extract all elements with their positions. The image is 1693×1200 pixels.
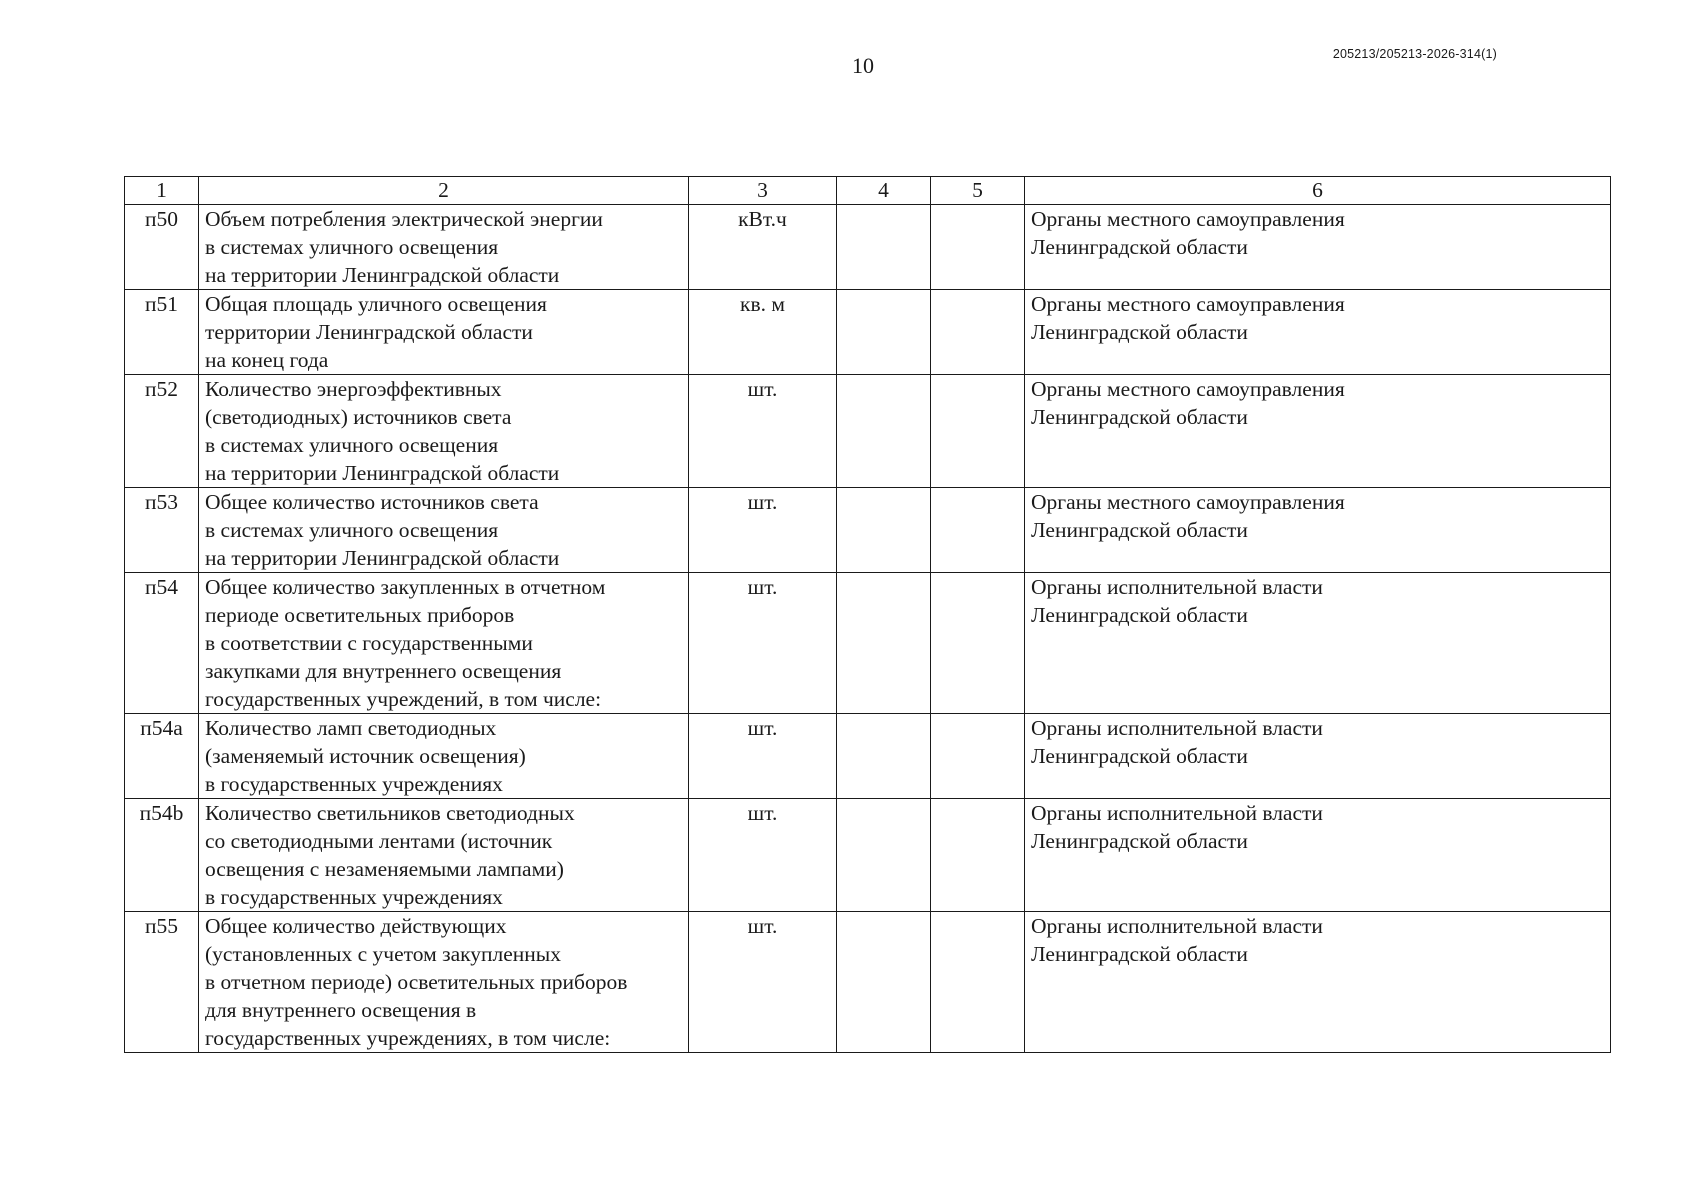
table-row (125, 799, 1611, 912)
data-source: Органы местного самоуправления Ленинградской области (1025, 290, 1611, 375)
indicator-code: п54 (125, 573, 199, 714)
column-4-cell (837, 799, 931, 912)
indicator-name: Общая площадь уличного освещения территории Ленинградской области на конец года (199, 290, 689, 375)
data-source: Органы местного самоуправления Ленинградской области (1025, 375, 1611, 488)
table-row (125, 290, 1611, 375)
column-5-cell (931, 205, 1025, 290)
column-number: 5 (931, 177, 1025, 205)
table-row (125, 912, 1611, 1053)
indicator-code: п50 (125, 205, 199, 290)
unit-of-measure: шт. (689, 799, 837, 912)
data-source: Органы исполнительной власти Ленинградской области (1025, 714, 1611, 799)
column-number: 6 (1025, 177, 1611, 205)
indicator-name: Количество ламп светодиодных (заменяемый источник освещения) в государственных учреждениях (199, 714, 689, 799)
table-row (125, 205, 1611, 290)
unit-of-measure: кВт.ч (689, 205, 837, 290)
column-number: 4 (837, 177, 931, 205)
column-4-cell (837, 573, 931, 714)
column-5-cell (931, 290, 1025, 375)
column-5-cell (931, 573, 1025, 714)
column-5-cell (931, 488, 1025, 573)
indicator-name: Общее количество источников света в системах уличного освещения на территории Ленинградской области (199, 488, 689, 573)
indicator-name: Общее количество действующих (установленных с учетом закупленных в отчетном периоде) осветительных приборов для внутреннего освещения в государственных учреждениях, в том числе: (199, 912, 689, 1053)
column-5-cell (931, 375, 1025, 488)
indicator-name: Количество энергоэффективных (светодиодных) источников света в системах уличного освещения на территории Ленинградской области (199, 375, 689, 488)
unit-of-measure: шт. (689, 375, 837, 488)
indicator-name: Объем потребления электрической энергии в системах уличного освещения на территории Ленинградской области (199, 205, 689, 290)
indicator-name: Общее количество закупленных в отчетном периоде осветительных приборов в соответствии с государственными закупками для внутреннего освещения государственных учреждений, в том числе: (199, 573, 689, 714)
column-5-cell (931, 714, 1025, 799)
page-number: 10 (852, 53, 874, 78)
column-4-cell (837, 290, 931, 375)
data-source: Органы исполнительной власти Ленинградской области (1025, 912, 1611, 1053)
table-row (125, 488, 1611, 573)
document-id: 205213/205213-2026-314(1) (1332, 47, 1497, 61)
column-4-cell (837, 912, 931, 1053)
column-number-row (125, 177, 1611, 205)
column-5-cell (931, 799, 1025, 912)
data-source: Органы исполнительной власти Ленинградской области (1025, 573, 1611, 714)
indicators-table (124, 176, 1611, 1053)
unit-of-measure: шт. (689, 488, 837, 573)
data-source: Органы местного самоуправления Ленинградской области (1025, 488, 1611, 573)
unit-of-measure: шт. (689, 912, 837, 1053)
column-4-cell (837, 488, 931, 573)
column-number: 2 (199, 177, 689, 205)
indicator-code: п54b (125, 799, 199, 912)
indicator-code: п54a (125, 714, 199, 799)
unit-of-measure: шт. (689, 573, 837, 714)
table-row (125, 375, 1611, 488)
indicator-name: Количество светильников светодиодных со светодиодными лентами (источник освещения с незаменяемыми лампами) в государственных учреждениях (199, 799, 689, 912)
column-number: 3 (689, 177, 837, 205)
column-4-cell (837, 205, 931, 290)
column-number: 1 (125, 177, 199, 205)
unit-of-measure: шт. (689, 714, 837, 799)
data-source: Органы местного самоуправления Ленинградской области (1025, 205, 1611, 290)
indicator-code: п55 (125, 912, 199, 1053)
unit-of-measure: кв. м (689, 290, 837, 375)
column-5-cell (931, 912, 1025, 1053)
column-4-cell (837, 375, 931, 488)
table-row (125, 573, 1611, 714)
data-source: Органы исполнительной власти Ленинградской области (1025, 799, 1611, 912)
table-row (125, 714, 1611, 799)
column-4-cell (837, 714, 931, 799)
indicator-code: п53 (125, 488, 199, 573)
indicator-code: п52 (125, 375, 199, 488)
indicator-code: п51 (125, 290, 199, 375)
